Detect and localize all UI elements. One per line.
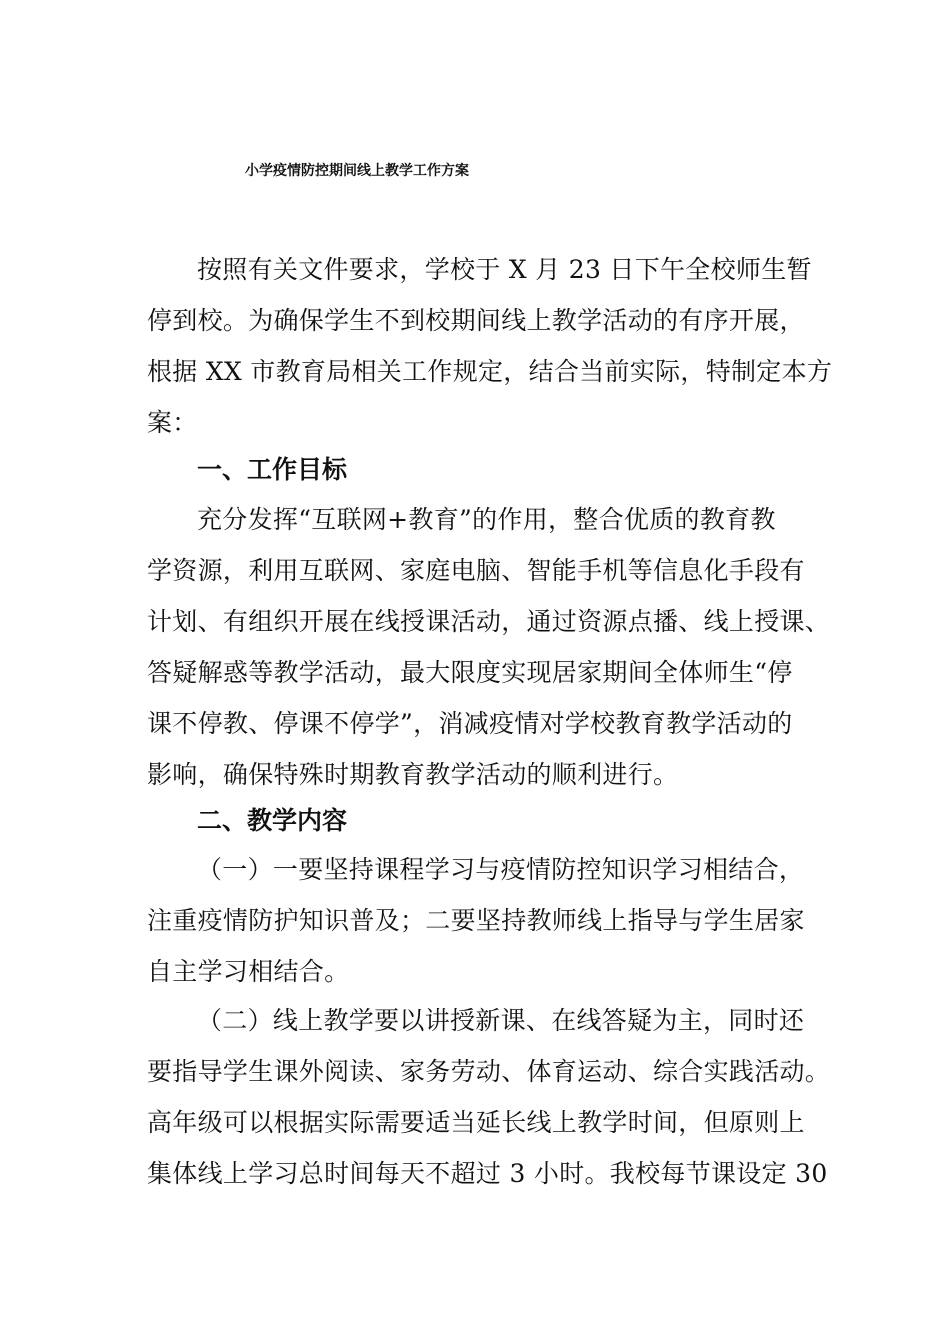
paragraph-line: 根据 XX 市教育局相关工作规定，结合当前实际，特制定本方 (147, 357, 833, 386)
section-heading-content: 二、教学内容 (197, 806, 348, 835)
paragraph-line: 自主学习相结合。 (147, 957, 350, 986)
paragraph-line: 课不停教、停课不停学”，消减疫情对学校教育教学活动的 (147, 709, 793, 738)
paragraph-line: 停到校。为确保学生不到校期间线上教学活动的有序开展， (147, 306, 805, 335)
content-paragraph-1 (147, 844, 807, 997)
paragraph-line: 答疑解惑等教学活动，最大限度实现居家期间全体师生“停 (147, 658, 793, 687)
paragraph-line: 高年级可以根据实际需要适当延长线上教学时间，但原则上 (147, 1108, 805, 1137)
paragraph-line: 注重疫情防护知识普及；二要坚持教师线上指导与学生居家 (147, 906, 805, 935)
section-heading-goals: 一、工作目标 (197, 455, 348, 484)
paragraph-line: 影响，确保特殊时期教育教学活动的顺利进行。 (147, 760, 679, 789)
paragraph-line: 按照有关文件要求，学校于 X 月 23 日下午全校师生暂 (197, 255, 812, 284)
paragraph-line: 案： (147, 408, 198, 437)
goals-paragraph (147, 494, 831, 800)
paragraph-line: （一）一要坚持课程学习与疫情防控知识学习相结合， (197, 855, 805, 884)
paragraph-line: 充分发挥“互联网+教育”的作用，整合优质的教育教 (197, 505, 776, 534)
document-title: 小学疫情防控期间线上教学工作方案 (245, 163, 469, 179)
paragraph-line: 计划、有组织开展在线授课活动，通过资源点播、线上授课、 (147, 607, 831, 636)
paragraph-line: 集体线上学习总时间每天不超过 3 小时。我校每节课设定 30 (147, 1159, 828, 1188)
intro-paragraph (147, 244, 833, 448)
paragraph-line: 要指导学生课外阅读、家务劳动、体育运动、综合实践活动。 (147, 1057, 831, 1086)
paragraph-line: 学资源，利用互联网、家庭电脑、智能手机等信息化手段有 (147, 556, 805, 585)
content-paragraph-2 (147, 995, 831, 1199)
paragraph-line: （二）线上教学要以讲授新课、在线答疑为主，同时还 (197, 1006, 805, 1035)
